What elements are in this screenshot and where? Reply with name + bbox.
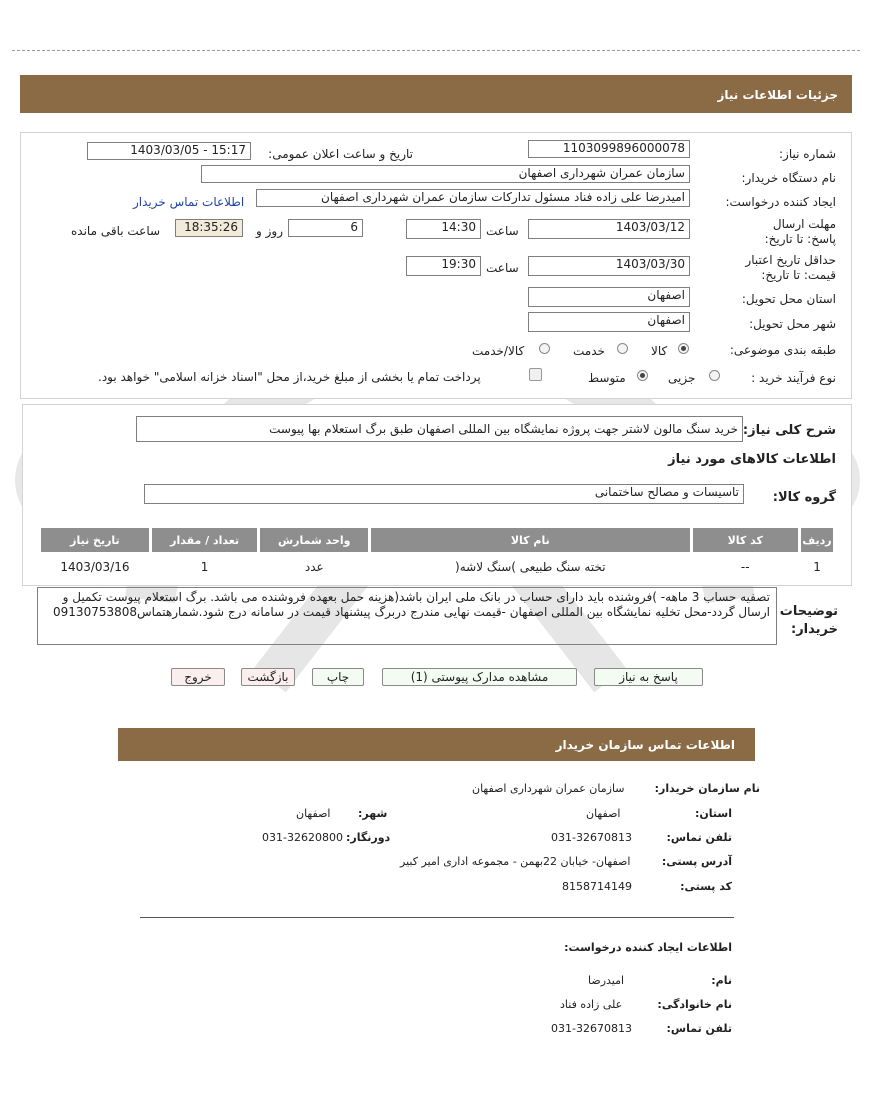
creator-phone-label: تلفن تماس: xyxy=(666,1022,732,1035)
contact-phone-value: 031-32670813 xyxy=(551,831,632,844)
category-option-service: خدمت xyxy=(573,344,605,358)
contact-postal-value: 8158714149 xyxy=(562,880,632,893)
announce-date-label: تاریخ و ساعت اعلان عمومی: xyxy=(268,147,413,161)
contact-address-value: اصفهان- خیابان 22بهمن - مجموعه اداری امیر کبیر xyxy=(400,855,631,868)
creator-label: ایجاد کننده درخواست: xyxy=(725,195,836,209)
top-divider xyxy=(12,50,860,51)
col-quantity: تعداد / مقدار xyxy=(152,528,258,552)
back-button[interactable]: بازگشت xyxy=(241,668,295,686)
creator-info-title: اطلاعات ایجاد کننده درخواست: xyxy=(564,941,732,954)
category-option-goods: کالا xyxy=(651,344,668,358)
province-label: استان محل تحویل: xyxy=(741,292,836,306)
contact-postal-label: کد پستی: xyxy=(680,880,732,893)
category-radio-service[interactable] xyxy=(617,343,628,354)
contact-fax-label: دورنگار: xyxy=(346,831,391,844)
buyer-field: سازمان عمران شهرداری اصفهان xyxy=(201,165,690,183)
page-title: جزئیات اطلاعات نیاز xyxy=(717,88,838,102)
need-number-label: شماره نیاز: xyxy=(779,147,836,161)
description-field: خرید سنگ مالون لاشتر جهت پروژه نمایشگاه بین المللی اصفهان طبق برگ استعلام بها پیوست xyxy=(136,416,743,442)
category-radio-goods[interactable] xyxy=(678,343,689,354)
contact-header-title: اطلاعات تماس سازمان خریدار xyxy=(555,738,735,752)
validity-time-field: 19:30 xyxy=(406,256,481,276)
goods-group-label: گروه کالا: xyxy=(772,490,836,505)
days-field: 6 xyxy=(288,219,363,237)
buyer-notes-label: توضیحات خریدار: xyxy=(779,604,838,637)
remaining-timer: 18:35:26 xyxy=(175,219,243,237)
reply-button[interactable]: پاسخ به نیاز xyxy=(594,668,703,686)
goods-group-field: تاسیسات و مصالح ساختمانی xyxy=(144,484,744,504)
cell-unit: عدد xyxy=(260,555,368,579)
contact-phone-label: تلفن تماس: xyxy=(666,831,732,844)
city-field: اصفهان xyxy=(528,312,690,332)
deadline-label: مهلت ارسال پاسخ: تا تاریخ: xyxy=(764,217,836,246)
process-radio-medium[interactable] xyxy=(637,370,648,381)
creator-last-name-label: نام خانوادگی: xyxy=(657,998,732,1011)
contact-header xyxy=(118,728,755,761)
cell-item-name: تخته سنگ طبیعی )سنگ لاشه( xyxy=(371,555,689,579)
deadline-time-field: 14:30 xyxy=(406,219,481,239)
table-row xyxy=(41,555,833,579)
col-row-number: ردیف xyxy=(801,528,833,552)
category-radio-both[interactable] xyxy=(539,343,550,354)
province-field: اصفهان xyxy=(528,287,690,307)
contact-divider xyxy=(140,917,734,918)
contact-province-value: اصفهان xyxy=(586,807,621,820)
page-header xyxy=(20,75,852,113)
need-number-field: 1103099896000078 xyxy=(528,140,690,158)
creator-field: امیدرضا علی زاده فناد مسئول تدارکات سازمان عمران شهرداری اصفهان xyxy=(256,189,690,207)
buyer-notes-field: تصفیه حساب 3 ماهه- )فروشنده باید دارای حساب در بانک ملی ایران باشد(هزینه حمل بعهده فروشنده می باشد. برگ استعلام پیوست تکمیل و ارسال گردد-محل تخلیه نمایشگاه بین المللی اصفهان -قیمت نهایی مندرج دربرگ پیشنهاد قیمت در سامانه درج شود.شمارهتماس09130753808 xyxy=(37,587,777,645)
cell-item-code: -- xyxy=(693,555,799,579)
remaining-label: ساعت باقی مانده xyxy=(71,224,161,238)
creator-phone-value: 031-32670813 xyxy=(551,1022,632,1035)
treasury-checkbox[interactable] xyxy=(529,368,542,381)
description-label: شرح کلی نیاز: xyxy=(742,423,836,438)
print-button[interactable]: چاپ xyxy=(312,668,364,686)
cell-need-date: 1403/03/16 xyxy=(41,555,149,579)
process-option-minor: جزیی xyxy=(668,371,696,385)
goods-info-title: اطلاعات کالاهای مورد نیاز xyxy=(668,452,836,467)
cell-row-number: 1 xyxy=(801,555,833,579)
col-unit: واحد شمارش xyxy=(260,528,368,552)
goods-table-header xyxy=(41,528,833,552)
creator-first-name-label: نام: xyxy=(711,974,732,987)
validity-date-field: 1403/03/30 xyxy=(528,256,690,276)
contact-org-label: نام سازمان خریدار: xyxy=(654,782,760,795)
goods-table xyxy=(38,525,836,582)
creator-last-name-value: علی زاده فناد xyxy=(560,998,623,1011)
col-item-code: کد کالا xyxy=(693,528,799,552)
contact-fax-value: 031-32620800 xyxy=(262,831,343,844)
contact-province-label: استان: xyxy=(695,807,732,820)
contact-address-label: آدرس پستی: xyxy=(661,855,732,868)
validity-label: حداقل تاریخ اعتبار قیمت: تا تاریخ: xyxy=(745,253,836,282)
category-option-both: کالا/خدمت xyxy=(472,344,525,358)
deadline-time-label: ساعت xyxy=(486,224,519,238)
contact-city-label: شهر: xyxy=(358,807,388,820)
announce-date-field: 1403/03/05 - 15:17 xyxy=(87,142,251,160)
process-label: نوع فرآیند خرید : xyxy=(751,371,836,385)
days-label: روز و xyxy=(256,224,283,238)
deadline-date-field: 1403/03/12 xyxy=(528,219,690,239)
cell-quantity: 1 xyxy=(152,555,258,579)
buyer-label: نام دستگاه خریدار: xyxy=(741,171,836,185)
category-label: طبقه بندی موضوعی: xyxy=(729,343,836,357)
city-label: شهر محل تحویل: xyxy=(749,317,836,331)
process-option-medium: متوسط xyxy=(588,371,626,385)
col-need-date: تاریخ نیاز xyxy=(41,528,149,552)
exit-button[interactable]: خروج xyxy=(171,668,225,686)
creator-first-name-value: امیدرضا xyxy=(588,974,625,987)
view-attachments-button[interactable]: مشاهده مدارک پیوستی (1) xyxy=(382,668,577,686)
contact-city-value: اصفهان xyxy=(296,807,331,820)
buyer-contact-link[interactable]: اطلاعات تماس خریدار xyxy=(133,195,245,209)
payment-note: پرداخت تمام یا بخشی از مبلغ خرید،از محل "اسناد خزانه اسلامی" خواهد بود. xyxy=(98,370,481,384)
validity-time-label: ساعت xyxy=(486,261,519,275)
contact-org-value: سازمان عمران شهرداری اصفهان xyxy=(472,782,625,795)
col-item-name: نام کالا xyxy=(371,528,689,552)
process-radio-minor[interactable] xyxy=(709,370,720,381)
